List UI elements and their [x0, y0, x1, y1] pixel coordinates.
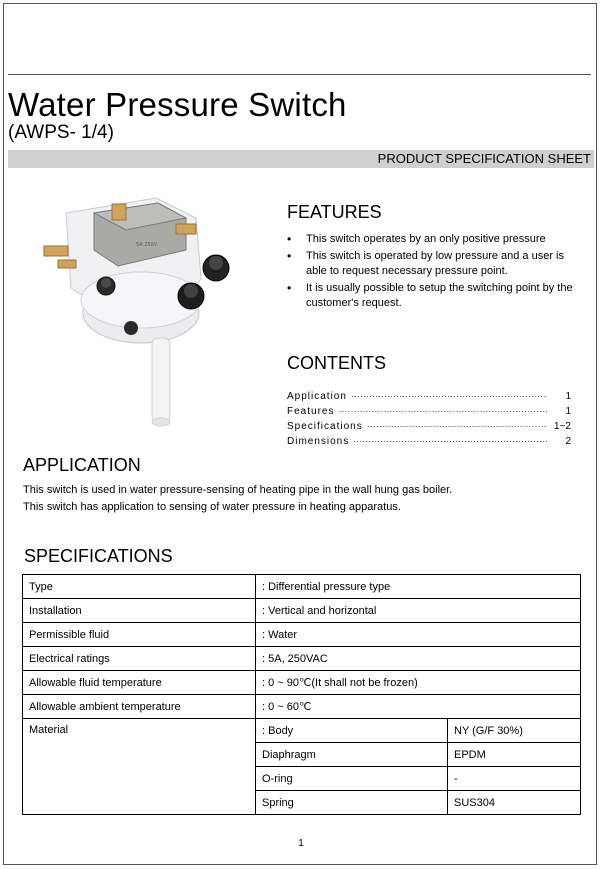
table-row: [23, 647, 581, 671]
svg-text:5A 250V: 5A 250V: [136, 242, 158, 248]
contents-heading: CONTENTS: [287, 353, 386, 373]
toc-label: Features: [287, 406, 335, 417]
material-value: -: [448, 767, 581, 791]
spec-value: : Differential pressure type: [256, 575, 581, 599]
spec-label: Type: [23, 575, 256, 599]
material-label: Material: [23, 719, 256, 815]
features-heading: FEATURES: [287, 202, 382, 222]
material-part: O-ring: [256, 767, 448, 791]
toc-leader: [338, 404, 547, 418]
table-row: [23, 695, 581, 719]
spec-value: : Vertical and horizontal: [256, 599, 581, 623]
toc-label: Application: [287, 391, 347, 402]
toc-page: 1: [565, 406, 571, 417]
material-part: Diaphragm: [256, 743, 448, 767]
toc-row-features[interactable]: [287, 404, 571, 419]
toc-row-dimensions[interactable]: [287, 434, 571, 449]
spec-label: Electrical ratings: [23, 647, 256, 671]
material-value: EPDM: [448, 743, 581, 767]
product-photo: [36, 188, 246, 438]
toc-leader: [367, 419, 547, 433]
features-list: [287, 232, 577, 313]
spec-value: : 5A, 250VAC: [256, 647, 581, 671]
toc-row-application[interactable]: [287, 389, 571, 404]
toc-row-specifications[interactable]: [287, 419, 571, 434]
page-number: 1: [298, 838, 304, 849]
spec-sheet-label: PRODUCT SPECIFICATION SHEET: [377, 151, 591, 166]
spec-value: : 0 ~ 60℃: [256, 695, 581, 719]
spec-value: : Water: [256, 623, 581, 647]
table-of-contents: [287, 389, 571, 449]
toc-label: Specifications: [287, 421, 363, 432]
toc-page: 1: [565, 391, 571, 402]
material-part: Spring: [256, 791, 448, 815]
table-row: [23, 671, 581, 695]
feature-item: • This switch is operated by low pressure and a user is able to request necessary pressure point.: [287, 249, 577, 280]
toc-leader: [353, 434, 547, 448]
table-row: [23, 623, 581, 647]
top-rule: [8, 74, 591, 75]
model-number: (AWPS- 1/4): [8, 122, 114, 143]
spec-sheet-band: [8, 150, 594, 168]
feature-item: • It is usually possible to setup the switching point by the customer's request.: [287, 281, 577, 312]
feature-item: • This switch operates by an only positive pressure: [287, 232, 577, 248]
table-row: [23, 599, 581, 623]
spec-label: Allowable ambient temperature: [23, 695, 256, 719]
material-value: SUS304: [448, 791, 581, 815]
application-line: This switch has application to sensing of water pressure in heating apparatus.: [23, 501, 401, 513]
spec-label: Permissible fluid: [23, 623, 256, 647]
spec-label: Allowable fluid temperature: [23, 671, 256, 695]
spec-label: Installation: [23, 599, 256, 623]
application-text: [23, 482, 583, 516]
specifications-heading: SPECIFICATIONS: [24, 546, 173, 566]
toc-page: 1~2: [554, 421, 571, 432]
spec-value: : 0 ~ 90℃(It shall not be frozen): [256, 671, 581, 695]
application-heading: APPLICATION: [23, 455, 141, 475]
material-value: NY (G/F 30%): [448, 719, 581, 743]
toc-page: 2: [565, 436, 571, 447]
material-part: : Body: [256, 719, 448, 743]
specifications-table: [22, 574, 581, 815]
table-row: [23, 719, 581, 743]
page-title: Water Pressure Switch: [8, 86, 347, 123]
application-line: This switch is used in water pressure-sensing of heating pipe in the wall hung gas boiler.: [23, 484, 453, 496]
table-row: [23, 575, 581, 599]
toc-label: Dimensions: [287, 436, 350, 447]
toc-leader: [351, 389, 547, 403]
